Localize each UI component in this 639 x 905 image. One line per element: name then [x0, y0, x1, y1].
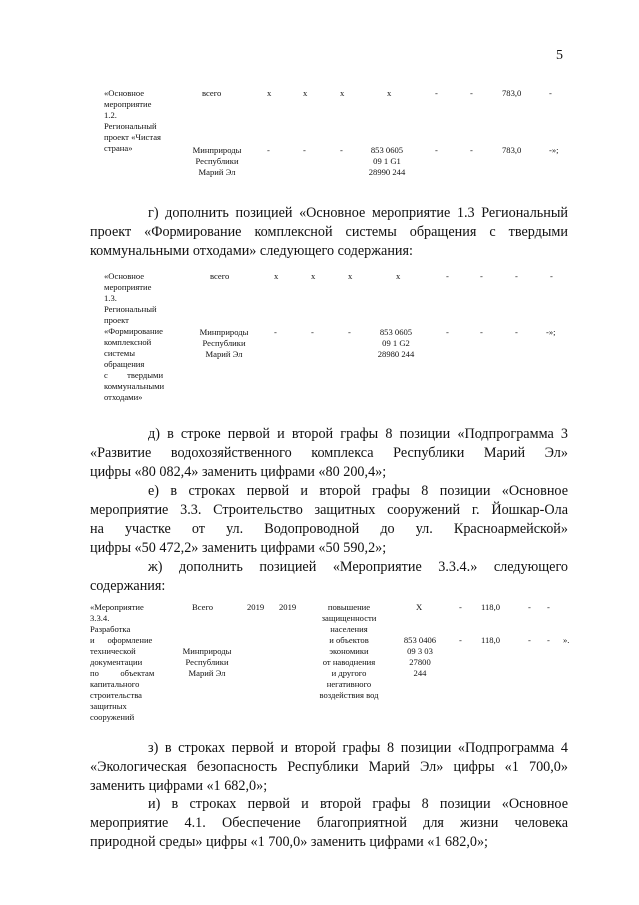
t3-r1-cell: -	[459, 602, 462, 612]
paragraph-line: и) в строках первой и второй графы 8 позиции «Основное	[148, 796, 568, 812]
t1-name-cell	[104, 88, 161, 154]
t2-r1-cell: -	[515, 271, 518, 281]
t1-r1-cell: x	[340, 88, 345, 98]
t3-name-line: защитных	[90, 701, 127, 711]
t3-name-line: документации	[90, 657, 143, 667]
t1-r1-label: всего	[202, 88, 222, 98]
t2-r2-cell: -	[446, 327, 449, 337]
t1-r2-cell: -	[340, 145, 343, 155]
t2-code-line: 853 0605	[379, 327, 413, 337]
t2-r2-cell: -	[311, 327, 314, 337]
t2-r2-org	[193, 327, 255, 360]
t1-code-line: 28990 244	[368, 167, 406, 177]
t2-name-line: проект	[104, 315, 129, 325]
t1-r1-cell: x	[387, 88, 392, 98]
t1-r1-cell: -	[549, 88, 552, 98]
t3-r2-cell: ».	[563, 635, 570, 645]
t3-name-line: 3.3.4.	[90, 613, 110, 623]
t1-r1-cell: -	[435, 88, 438, 98]
t2-name-line: комплексной	[104, 337, 152, 347]
paragraph-line: содержания:	[90, 578, 166, 594]
t3-r1-cell: -	[547, 602, 550, 612]
t2-name-line: системы	[104, 348, 136, 358]
paragraph-line: цифры «50 472,2» заменить цифрами «50 590,2»;	[90, 540, 387, 556]
t3-r1-cell: X	[416, 602, 423, 612]
t3-result-line: защищенности	[321, 613, 377, 623]
t2-r1-label: всего	[210, 271, 230, 281]
t3-result-line: и другого	[331, 668, 367, 678]
t2-name-line: Региональный	[104, 304, 157, 314]
t3-code-line: 09 3 03	[407, 646, 433, 656]
t2-r1-cell: -	[446, 271, 449, 281]
t2-r2-code	[372, 327, 420, 360]
t2-r2-cell: -	[274, 327, 277, 337]
t3-year: 2019	[247, 602, 265, 612]
t3-result-line: населения	[330, 624, 368, 634]
t2-r2-cell: -	[515, 327, 518, 337]
t3-code-line: 853 0406	[403, 635, 437, 645]
paragraph-line: коммунальными отходами» следующего содержания:	[90, 243, 413, 259]
t1-code-line: 09 1 G1	[373, 156, 401, 166]
t3-r2-cell: 118,0	[481, 635, 501, 645]
t3-name-line: Разработка	[90, 624, 131, 634]
paragraph-line: е) в строках первой и второй графы 8 позиции «Основное	[148, 483, 568, 499]
paragraph-line: природной среды» цифры «1 700,0» заменить цифрами «1 682,0»;	[90, 834, 488, 850]
t3-year: 2019	[279, 602, 297, 612]
paragraph-d	[90, 425, 568, 482]
t1-name-line: 1.2.	[104, 110, 117, 120]
t3-r2-cell: -	[459, 635, 462, 645]
t2-r1-cell: x	[348, 271, 353, 281]
t3-name-line: сооружений	[90, 712, 135, 722]
t3-result-line: повышение	[327, 602, 371, 612]
t1-r2-cell: -	[470, 145, 473, 155]
t3-r1-label: Всего	[192, 602, 214, 612]
t3-r2-org	[176, 646, 238, 679]
paragraph-i	[90, 795, 568, 852]
t1-org-line: Минприроды	[192, 145, 242, 155]
t3-name-line: капитального	[90, 679, 140, 689]
paragraph-line: г) дополнить позицией «Основное мероприятие 1.3 Региональный	[148, 205, 568, 221]
paragraph-line: д) в строке первой и второй графы 8 позиции «Подпрограмма 3	[148, 426, 568, 442]
paragraph-zh	[90, 558, 568, 596]
paragraph-line: «Развитие водохозяйственного комплекса Республики Марий Эл»	[90, 445, 568, 461]
t1-name-line: «Основное	[104, 88, 145, 98]
t2-name-line: отходами»	[104, 392, 143, 402]
t2-org-line: Марий Эл	[205, 349, 243, 359]
t1-org-line: Республики	[195, 156, 239, 166]
t3-name-line: по объектам	[90, 668, 155, 678]
t1-name-line: Региональный	[104, 121, 157, 131]
t2-r1-cell: x	[396, 271, 401, 281]
t1-r2-cell: 783,0	[502, 145, 522, 155]
paragraph-line: проект «Формирование комплексной системы обращения с твердыми	[90, 224, 568, 240]
t3-org-line: Республики	[185, 657, 229, 667]
t1-r1-cell: x	[303, 88, 308, 98]
page-number: 5	[556, 48, 563, 63]
t2-name-cell	[104, 271, 164, 403]
t1-name-line: проект «Чистая	[104, 132, 162, 142]
paragraph-z	[90, 739, 568, 796]
t3-result-line: воздействия вод	[319, 690, 379, 700]
t3-name-cell	[90, 602, 154, 723]
t3-org-line: Минприроды	[182, 646, 232, 656]
t3-result-line: от наводнения	[322, 657, 376, 667]
t2-name-line: с твердыми	[104, 370, 164, 380]
t2-code-line: 09 1 G2	[382, 338, 410, 348]
t3-code-line: 27800	[409, 657, 431, 667]
t2-name-line: «Основное	[104, 271, 145, 281]
t2-r1-cell: -	[550, 271, 553, 281]
t2-r2-cell: -	[480, 327, 483, 337]
t3-r1-cell: 118,0	[481, 602, 501, 612]
t1-r2-cell: -	[435, 145, 438, 155]
t2-name-line: 1.3.	[104, 293, 117, 303]
t2-r2-cell: -	[348, 327, 351, 337]
t3-r2-code	[396, 635, 444, 679]
t1-r2-cell: -	[303, 145, 306, 155]
t3-r2-cell: -	[528, 635, 531, 645]
t2-r2-cell: -»;	[546, 327, 556, 337]
t3-r2-cell: -	[547, 635, 550, 645]
t2-org-line: Минприроды	[199, 327, 249, 337]
paragraph-line: на участке от ул. Водопроводной до ул. Красноармейской»	[90, 521, 568, 537]
t1-r2-code	[363, 145, 411, 178]
t2-name-line: обращения	[104, 359, 145, 369]
t2-name-line: коммунальными	[104, 381, 165, 391]
t1-code-line: 853 0605	[370, 145, 404, 155]
t2-code-line: 28980 244	[377, 349, 415, 359]
t3-name-line: «Мероприятие	[90, 602, 144, 612]
t3-result-line: и объектов	[329, 635, 369, 645]
t2-r1-cell: x	[274, 271, 279, 281]
t3-r1-cell: -	[528, 602, 531, 612]
t3-name-line: технической	[90, 646, 136, 656]
paragraph-line: ж) дополнить позицией «Мероприятие 3.3.4.» следующего	[148, 559, 568, 575]
paragraph-line: «Экологическая безопасность Республики Марий Эл» цифры «1 700,0»	[90, 759, 568, 775]
t3-code-line: 244	[413, 668, 427, 678]
t3-org-line: Марий Эл	[188, 668, 226, 678]
paragraph-g	[90, 204, 568, 261]
t3-result-line: экономики	[329, 646, 369, 656]
t2-r1-cell: -	[480, 271, 483, 281]
t2-r1-cell: x	[311, 271, 316, 281]
t1-name-line: страна»	[104, 143, 133, 153]
t2-name-line: мероприятие	[104, 282, 152, 292]
paragraph-line: заменить цифрами «1 682,0»;	[90, 778, 268, 794]
t3-result-cell	[306, 602, 392, 701]
t3-name-line: и оформление	[90, 635, 153, 645]
t3-name-line: строительства	[90, 690, 142, 700]
paragraph-line: з) в строках первой и второй графы 8 позиции «Подпрограмма 4	[148, 740, 568, 756]
t1-r2-cell: -	[267, 145, 270, 155]
paragraph-e	[90, 482, 568, 558]
t1-r1-cell: -	[470, 88, 473, 98]
t1-r1-cell: 783,0	[502, 88, 522, 98]
paragraph-line: мероприятие 3.3. Строительство защитных сооружений г. Йошкар-Ола	[90, 502, 568, 518]
t3-result-line: негативного	[326, 679, 372, 689]
t1-r2-cell: -»;	[549, 145, 559, 155]
t1-name-line: мероприятие	[104, 99, 152, 109]
t2-name-line: «Формирование	[104, 326, 163, 336]
t1-r1-cell: x	[267, 88, 272, 98]
t1-org-line: Марий Эл	[198, 167, 236, 177]
paragraph-line: мероприятие 4.1. Обеспечение благоприятной для жизни человека	[90, 815, 568, 831]
t1-r2-org	[186, 145, 248, 178]
t2-org-line: Республики	[202, 338, 246, 348]
paragraph-line: цифры «80 082,4» заменить цифрами «80 200,4»;	[90, 464, 387, 480]
